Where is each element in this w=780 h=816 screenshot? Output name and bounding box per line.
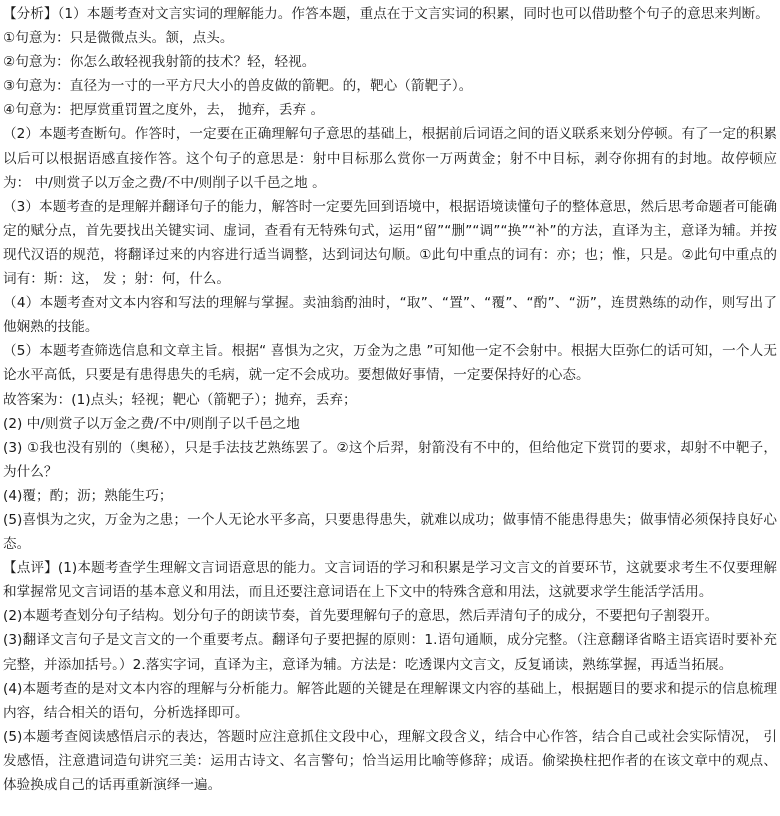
analysis-q1-item-4: ④句意为：把厚赏重罚置之度外，去， 抛弃，丢弃 。 [3, 102, 325, 119]
comment-1: 【点评】(1)本题考查学生理解文言词语意思的能力。文言词语的学习和积累是学习文言文的首要环节，这就要求考生不仅要理解和掌握常见文言词语的基本意义和用法，而且还要注意词语在上下文中的特殊含意和用法，这就要求学生能活学活用。 [3, 560, 777, 601]
answer-intro: 故答案为：(1)点头；轻视；靶心（箭靶子）；抛弃，丢弃； [3, 391, 357, 408]
answer-2: (2) 中/则赏子以万金之费/不中/则削子以千邑之地 [3, 415, 300, 432]
comment-4: (4)本题考查的是对文本内容的理解与分析能力。解答此题的关键是在理解课文内容的基础上，根据题目的要求和提示的信息梳理内容，结合相关的语句，分析选择即可。 [3, 680, 777, 721]
analysis-q4: （4）本题考查对文本内容和写法的理解与掌握。卖油翁酌油时，“取”、“置”、“覆”、“酌”、“沥”，连贯熟练的动作，则写出了他娴熟的技能。 [3, 295, 777, 336]
analysis-heading: 【分析】 [3, 6, 58, 22]
analysis-q3: （3）本题考查的是理解并翻译句子的能力，解答时一定要先回到语境中，根据语境读懂句子的整体意思，然后思考命题者可能确定的赋分点，首先要找出关键实词、虚词，查看有无特殊句式，运用“留”“删”“调”“换”“补”的方法，直译为主，意译为辅。并按现代汉语的规范，将翻译过来的内容进行适当调整，达到词达句顺。①此句中重点的词有：亦；也；惟，只是。②此句中重点的词有：斯：这， 发 ；射：何，什么。 [3, 198, 777, 288]
analysis-q1-item-3: ③句意为：直径为一寸的一平方尺大小的兽皮做的箭靶。的，靶心（箭靶子）。 [3, 78, 473, 95]
comment-2: (2)本题考查划分句子结构。划分句子的朗读节奏，首先要理解句子的意思，然后弄清句子的成分，不要把句子割裂开。 [3, 608, 719, 625]
analysis-q2: （2）本题考查断句。作答时，一定要在正确理解句子意思的基础上，根据前后词语之间的语义联系来划分停顿。有了一定的积累以后可以根据语感直接作答。这个句子的意思是：射中目标那么赏你一万两黄金；射不中目标，剥夺你拥有的封地。故停顿应为： 中/则赏子以万金之费/不中/则削子以千邑之地 。 [3, 126, 777, 191]
answer-3: (3) ①我也没有别的（奥秘），只是手法技艺熟练罢了。②这个后羿，射箭没有不中的，但给他定下赏罚的要求，却射不中靶子，为什么？ [3, 439, 777, 480]
answer-4: (4)覆；酌；沥；熟能生巧； [3, 487, 173, 504]
analysis-q1-item-1: ①句意为：只是微微点头。颔，点头。 [3, 30, 234, 47]
analysis-q1-intro: 【分析】（1）本题考查对文言实词的理解能力。作答本题，重点在于文言实词的积累，同时也可以借助整个句子的意思来判断。 [3, 6, 769, 22]
comment-5: (5)本题考查阅读感悟启示的表达，答题时应注意抓住文段中心，理解文段含义，结合中心作答，结合自己或社会实际情况， 引发感悟，注意遣词造句讲究三美：运用古诗文、名言警句；恰当运用比喻等修辞；成语。偷梁换柱把作者的在该文章中的观点、体验换成自己的话再重新演绎一遍。 [3, 728, 777, 793]
answer-5: (5)喜惧为之灾，万金为之患；一个人无论水平多高，只要患得患失，就难以成功；做事情不能患得患失；做事情必须保持良好心态。 [3, 511, 777, 553]
analysis-q5: （5）本题考查筛选信息和文章主旨。根据“ 喜惧为之灾，万金为之患 ”可知他一定不会射中。根据大臣弥仁的话可知，一个人无论水平高低，只要是有患得患失的毛病，就一定不会成功。要想做好事情，一定要保持好的心态。 [3, 343, 777, 384]
analysis-q1-item-2: ②句意为：你怎么敢轻视我射箭的技术？轻，轻视。 [3, 54, 316, 71]
comment-3: (3)翻译文言句子是文言文的一个重要考点。翻译句子要把握的原则：1.语句通顺，成分完整。（注意翻译省略主语宾语时要补充完整，并添加括号。）2.落实字词，直译为主，意译为辅。方法是：吃透课内文言文，反复诵读，熟练掌握，再适当拓展。 [3, 632, 777, 673]
